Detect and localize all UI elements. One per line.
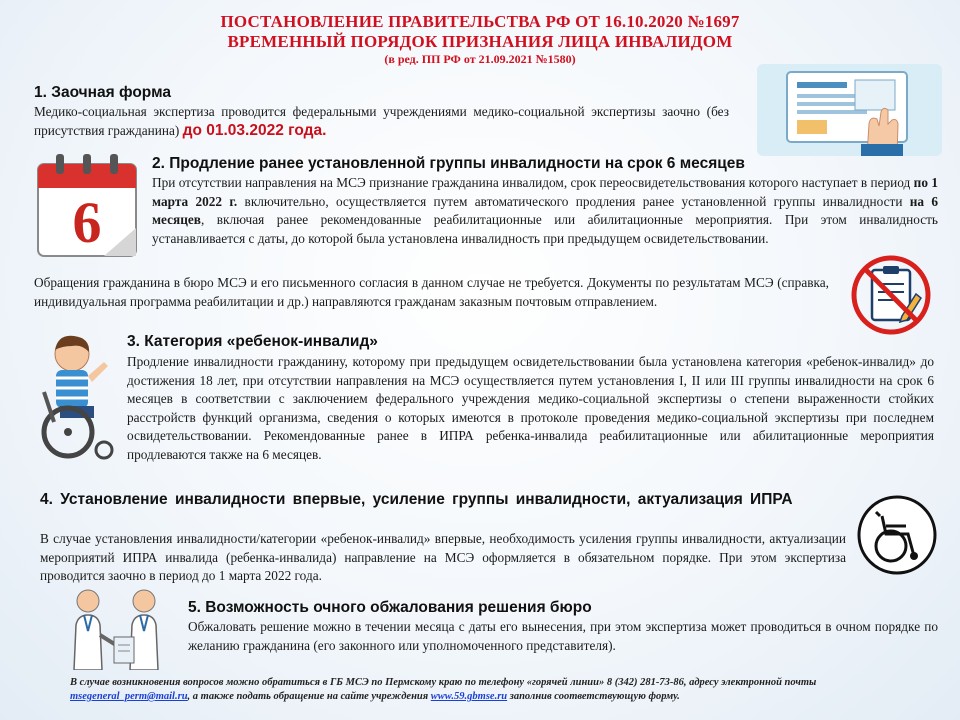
section-2-part-1: При отсутствии направления на МСЭ признание гражданина инвалидом, срок переосвидетельствования которого наступает в период: [152, 175, 911, 190]
section-2-note: Обращения гражданина в бюро МСЭ и его письменного согласия в данном случае не требуется. Документы по результатам МСЭ (справка, индивидуальная программа реабилитации и др.) направляются гражданам заказным почтовым отправлением.: [34, 275, 829, 309]
section-1-heading: 1. Заочная форма: [34, 84, 171, 101]
section-2-bold-date: по 1 марта 2022 г.: [152, 175, 938, 209]
section-2-text: [152, 174, 938, 248]
section-4-text: В случае установления инвалидности/категории «ребенок-инвалид» впервые, необходимость усиления группы инвалидности, актуализации мероприятий ИПРА инвалида (ребенка-инвалида) направление на МСЭ оформляется в обязательном порядке. При этом экспертиза проводится заочно в период до 1 марта 2022 года.: [40, 531, 846, 583]
document-hand-icon: [757, 64, 942, 156]
section-1-deadline: до 01.03.2022 года.: [182, 121, 327, 139]
section-4-heading: 4. Установление инвалидности впервые, усиление группы инвалидности, актуализация ИПРА: [40, 491, 793, 508]
title-line-1: ПОСТАНОВЛЕНИЕ ПРАВИТЕЛЬСТВА РФ ОТ 16.10.2020 №1697: [220, 12, 740, 31]
section-1-body: Медико-социальная экспертиза проводится федеральными учреждениями медико-социальной экспертизы заочно (без присутствия гражданина): [34, 104, 729, 138]
footer-site-link[interactable]: www.59.gbmse.ru: [430, 691, 508, 702]
section-2-part-3: , включая ранее рекомендованные реабилитационные или абилитационные мероприятия. При этом инвалидность устанавливается с даты, до которой была установлена инвалидность при предыдущем освидетельствовании.: [152, 212, 938, 246]
title-line-2: ВРЕМЕННЫЙ ПОРЯДОК ПРИЗНАНИЯ ЛИЦА ИНВАЛИДОМ: [227, 32, 733, 51]
section-3-text: Продление инвалидности гражданину, которому при предыдущем освидетельствовании была установлена категория «ребенок-инвалид» до достижения 18 лет, при отсутствии направления на МСЭ осуществляется путем установления I, II или III группы инвалидности на срок 6 месяцев в соответствии с заключением федерального учреждения медико-социальной экспертизы о степени выраженности стойких расстройств функций организма, сведения о которых имеются в протоколе проведения медико-социальной экспертизы при последнем освидетельствовании. Рекомендованные ранее в ИПРА ребенка-инвалида реабилитационные или абилитационные мероприятия продлеваются также на 6 месяцев.: [127, 354, 934, 462]
no-documents-icon: [850, 254, 932, 336]
section-2-part-2: включительно, осуществляется путем автоматического продления ранее установленной группы инвалидности: [244, 193, 903, 209]
title-line-3: (в ред. ПП РФ от 21.09.2021 №1580): [384, 52, 576, 66]
footer-contacts: [70, 676, 910, 704]
calendar-icon: [34, 150, 140, 260]
section-2-bold-term: на 6 месяцев: [152, 193, 939, 227]
doctors-icon: [58, 585, 176, 670]
footer-email-link[interactable]: msegeneral_perm@mail.ru: [70, 691, 188, 702]
wheelchair-icon: [856, 494, 938, 576]
section-1-text: [34, 103, 729, 140]
section-3-heading: 3. Категория «ребенок-инвалид»: [127, 333, 378, 350]
footer-text-2: , а также подать обращение на сайте учреждения: [187, 691, 429, 702]
footer-text-1: В случае возникновения вопросов можно обратиться в ГБ МСЭ по Пермскому краю по телефону «горячей линии» 8 (342) 281-73-86, адресу электронной почты: [70, 677, 817, 688]
wheelchair-child-icon: [24, 332, 120, 462]
section-5-text: Обжаловать решение можно в течении месяца с даты его вынесения, при этом экспертиза может проводиться в очном порядке по желанию гражданина (его законного или уполномоченного представителя).: [188, 619, 938, 653]
page-title: [0, 12, 960, 66]
footer-text-3: заполнив соответствующую форму.: [507, 691, 680, 702]
section-5-heading: 5. Возможность очного обжалования решения бюро: [188, 599, 592, 616]
section-2-heading: 2. Продление ранее установленной группы инвалидности на срок 6 месяцев: [152, 155, 745, 172]
calendar-number: 6: [72, 190, 102, 255]
